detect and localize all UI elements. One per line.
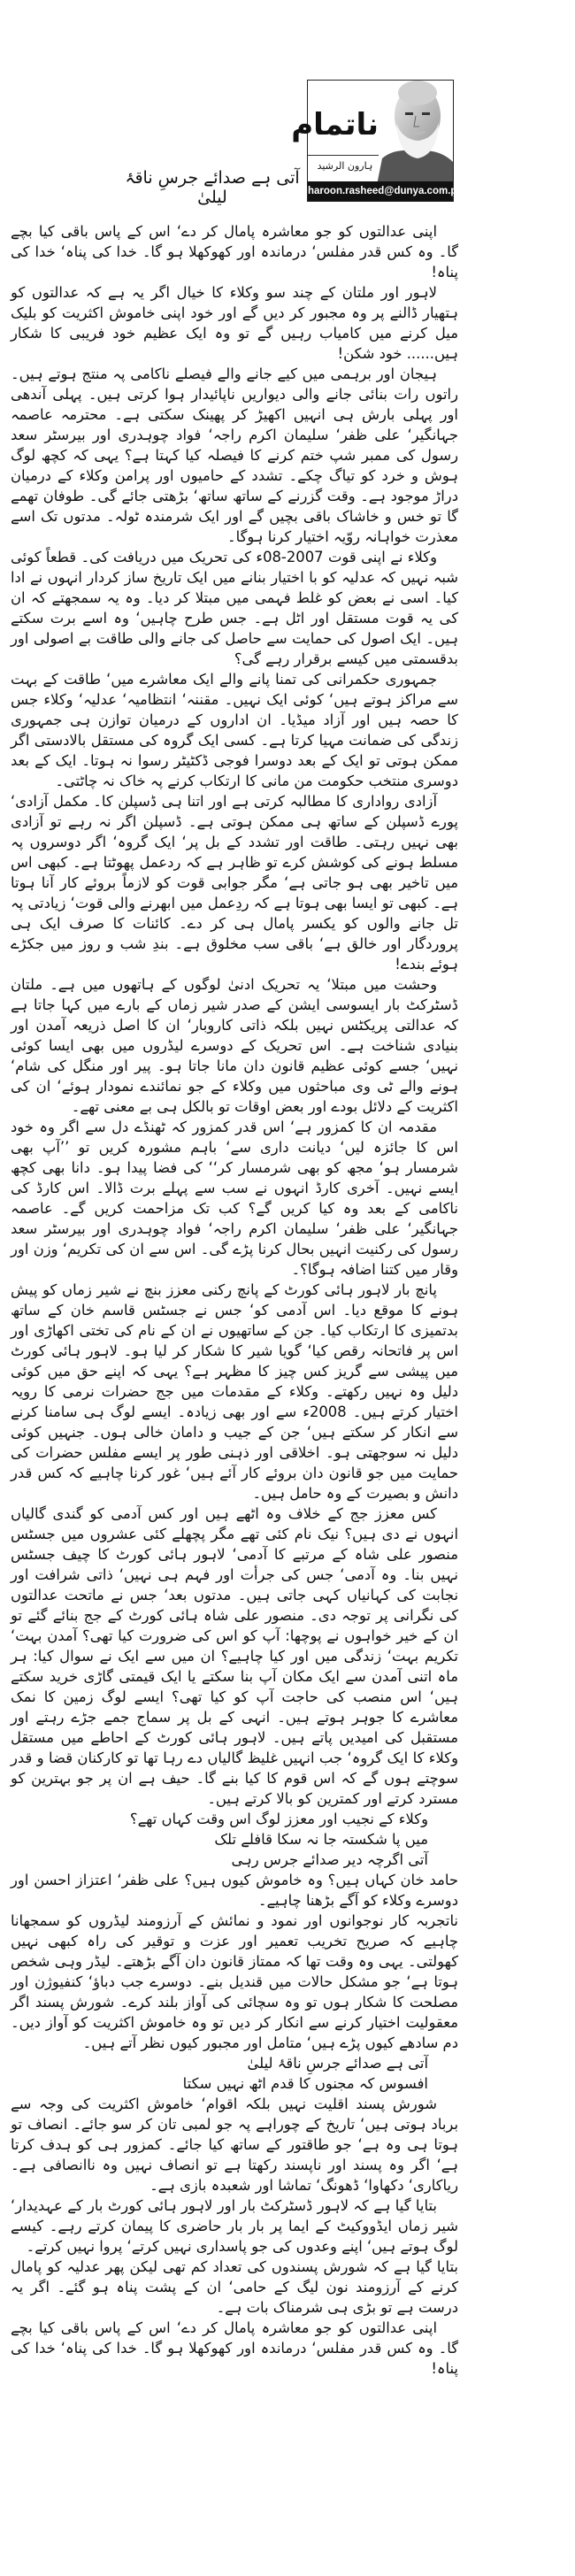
column-masthead (291, 80, 463, 202)
paragraph: حامد خان کہاں ہیں؟ وہ خاموش کیوں ہیں؟ علی ظفر‘ اعتزاز احسن اور دوسرے وکلاء کو آگے بڑھنا چاہیے۔ (11, 1872, 458, 1909)
paragraph: کس معزز جج کے خلاف وہ اٹھے ہیں اور کس آدمی کو گندی گالیاں انہوں نے دی ہیں؟ نیک نام کئی تھے مگر پچھلے کئی عشروں میں جسٹس منصور علی شاہ کے مرتبے کا آدمی‘ لاہور ہائی کورٹ کا چیف جسٹس نہیں بنا۔ وہ آدمی‘ جس کی جرأت اور فہم ہی نہیں‘ ذاتی شرافت اور نجابت کی کہانیاں کہی جاتی ہیں۔ مدتوں بعد‘ جس نے ماتحت عدالتوں کی نگرانی پر توجہ دی۔ منصور علی شاہ ہائی کورٹ کے جج بنائے گئے تو ان کے خیر خواہوں نے پوچھا: آپ کو اس کی ضرورت کیا تھی؟ آمدن بہت‘ تکریم بہت‘ زندگی میں اور کیا چاہیے؟ ان میں سے ایک نے سوال کیا: ہر ماہ اتنی آمدن سے ایک مکان آپ بنا سکتے یا ایک قیمتی گاڑی خرید سکتے ہیں‘ اس منصب کی حاجت آپ کو کیا تھی؟ ایسے لوگ زمین کا نمک معاشرے کا جوہر ہوتے ہیں۔ انہی کے بل پر سماج جمے جڑے رہتے اور مستقبل کی امیدیں پاتے ہیں۔ لاہور ہائی کورٹ کے احاطے میں مستقل وکلاء کا ایک گروہ‘ جب انہیں غلیظ گالیاں دے رہا تھا تو کارکنان قضا و قدر سوچتے ہوں گے کہ اس قوم کا کیا بنے گا۔ حیف ہے ان پر جو بہترین کو مسترد کرتے اور کمترین کو بالا کرتے ہیں۔ (11, 1505, 458, 1807)
author-name: ہارون الرشید (317, 160, 373, 172)
paragraph: پانچ بار لاہور ہائی کورٹ کے پانچ رکنی معزز بنچ نے شیر زماں کو پیش ہونے کا موقع دیا۔ اس آدمی کو‘ جس نے جسٹس قاسم خان کے ساتھ بدتمیزی کا ارتکاب کیا۔ جن کے ساتھیوں نے ان کے نام کی تختی اکھاڑی اور اس پر فاتحانہ رقص کیا‘ گویا شیر کا شکار کر لیا ہو۔ لاہور ہائی کورٹ میں پیشی سے گریز کس چیز کا مظہر ہے؟ یہی کہ اپنے حق میں کوئی دلیل وہ نہیں رکھتے۔ وکلاء کے مقدمات میں جج حضرات نرمی کا رویہ اختیار کرتے ہیں۔ 2008ء سے اور بھی زیادہ۔ ایسے لوگ ہی سامنا کرنے سے انکار کر سکتے ہیں‘ جن کے جیب و دامان خالی ہوں۔ جنہیں کوئی دلیل نہ سوجھتی ہو۔ اخلاقی اور ذہنی طور پر ایسے مفلس حضرات کی حمایت میں جو قانون دان بروئے کار آئے ہیں‘ غور کرنا چاہیے کہ کس قدر دانش و بصیرت کے وہ حامل ہیں۔ (11, 1281, 458, 1502)
paragraph: بتایا گیا ہے کہ شورش پسندوں کی تعداد کم تھی لیکن پھر عدلیہ کو پامال کرنے کے آرزومند نون لیگ کے حامی‘ ان کے پشت پناہ ہو گئے۔ اگر یہ درست ہے تو بڑی ہی شرمناک بات ہے۔ (11, 2258, 458, 2316)
divider (308, 155, 379, 156)
paragraph: وحشت میں مبتلا‘ یہ تحریک ادنیٰ لوگوں کے ہاتھوں میں ہے۔ ملتان ڈسٹرکٹ بار ایسوسی ایشن کے صدر شیر زماں کے بارے میں کہا جاتا ہے کہ عدالتی پریکٹس نہیں بلکہ ذاتی کاروبار‘ ان کا اصل ذریعہ آمدن اور بنیادی شناخت ہے۔ اس تحریک کے دوسرے لیڈروں میں بھی ایسا کوئی نہیں‘ جسے کوئی عظیم قانون دان مانا جاتا ہو۔ پیر اور منگل کی شام‘ ہونے والے ٹی وی مباحثوں میں وکلاء کے جو نمائندے نمودار ہوئے‘ ان کی اکثریت کے دلائل بودے اور بعض اوقات تو بالکل ہی بے معنی تھے۔ (11, 976, 458, 1115)
paragraph: ہیجان اور برہمی میں کیے جانے والے فیصلے ناکامی پہ منتج ہوتے ہیں۔ راتوں رات بنائی جانے والی دیواریں ناپائیدار ہوا کرتی ہیں۔ پہلی آندھی اور پہلی بارش ہی انہیں اکھیڑ کر پھینک سکتی ہے۔ محترمہ عاصمہ جہانگیر‘ علی ظفر‘ سلیمان اکرم راجہ‘ فواد چوہدری اور بیرسٹر سعد رسول کی ممبر شپ ختم کرنے کا فیصلہ کیا کہتا ہے؟ یہی کہ کچھ لوگ ہوش و خرد کو تیاگ چکے۔ تشدد کے حامیوں اور پرامن وکلاء کے درمیان دراڑ موجود ہے۔ وقت گزرنے کے ساتھ ساتھ‘ بڑھتی جائے گی۔ طوفان تھمے گا تو خس و خاشاک باقی بچیں گے اور ایک شرمندہ ٹولہ۔ مدتوں تک اسے معذرت خواہانہ روّیہ اختیار کرنا ہوگا۔ (11, 365, 458, 545)
paragraph: شورش پسند اقلیت نہیں بلکہ اقوام‘ خاموش اکثریت کی وجہ سے برباد ہوتی ہیں‘ تاریخ کے چوراہے پہ جو لمبی تان کر سو جائے۔ انصاف تو ہوتا ہی وہ ہے‘ جو طاقتور کے ساتھ کیا جائے۔ کمزور ہی کو ہدف کرتا ہے‘ اگر وہ پسند اور ناپسند رکھتا ہے تو انصاف نہیں وہ ناانصافی ہے۔ ریاکاری‘ دکھاوا‘ ڈھونگ‘ تماشا اور شعبدہ بازی ہے۔ (11, 2095, 458, 2194)
paragraph: اپنی عدالتوں کو جو معاشرہ پامال کر دے‘ اس کے پاس باقی کیا بچے گا۔ وہ کس قدر مفلس‘ درماندہ اور کھوکھلا ہو گا۔ خدا کی پناہ‘ خدا کی پناہ! (11, 223, 458, 281)
verse-line: آتی ہے صدائے جرسِ ناقۂ لیلیٰ (247, 2055, 428, 2072)
verse-line: وکلاء کے نجیب اور معزز لوگ اس وقت کہاں تھے؟ (129, 1811, 428, 1827)
paragraph: بتایا گیا ہے کہ لاہور ڈسٹرکٹ بار اور لاہور ہائی کورٹ بار کے عہدیدار‘ شیر زماں ایڈووکیٹ کے ایما پر بار بار حاضری کا پیمان کرتے رہے۔ کیسے لوگ ہوتے ہیں‘ اپنے وعدوں کی جو پاسداری نہیں کرتے‘ پروا نہیں کرتے۔ (11, 2197, 458, 2255)
paragraph: لاہور اور ملتان کے چند سو وکلاء کا خیال اگر یہ ہے کہ عدالتوں کو ہتھیار ڈالنے پر وہ مجبور کر دیں گے اور خود اپنی خاموش اکثریت کو بلیک میل کرنے میں کامیاب رہیں گے تو وہ ایک عظیم خود فریبی کا شکار ہیں...... خود شکن! (11, 284, 458, 362)
paragraph: وکلاء نے اپنی قوت 2007-08ء کی تحریک میں دریافت کی۔ قطعاً کوئی شبہ نہیں کہ عدلیہ کو با اختیار بنانے میں ایک تاریخ ساز کردار انہوں نے ادا کیا۔ اسی نے بعض کو غلط فہمی میں مبتلا کر دیا۔ وہ یہ سمجھتے کہ ان کی یہ قوت مستقل اور اٹل ہے۔ جس طرح چاہیں‘ وہ اسے برت سکتے ہیں۔ ایک اصول کی حمایت سے حاصل کی جانے والی طاقت بے اصولی اور بدقسمتی میں کیسے برقرار رہے گی؟ (11, 549, 458, 667)
paragraph: جمہوری حکمرانی کی تمنا پانے والے ایک معاشرے میں‘ طاقت کے بہت سے مراکز ہوتے ہیں‘ کوئی ایک نہیں۔ مقننہ‘ انتظامیہ‘ عدلیہ‘ وکلاء جس کا حصہ ہیں اور آزاد میڈیا۔ ان اداروں کے درمیان توازن ہی جمہوری زندگی کی ضمانت مہیا کرتا ہے۔ کسی ایک گروہ کی مستقل بالادستی اگر ممکن ہوتی تو ایک کے بعد دوسرا فوجی ڈکٹیٹر رسوا نہ ہوتا۔ ایک کے بعد دوسری منتخب حکومت من مانی کا ارتکاب کرنے پہ خاک نہ چاٹتی۔ (11, 671, 458, 789)
verse-line: میں پا شکستہ جا نہ سکا قافلے تلک (214, 1831, 428, 1848)
column-name: ناتمام (291, 107, 379, 142)
verse-line: آتی اگرچہ دیر صدائے جرس رہی (231, 1851, 428, 1868)
author-portrait-icon (377, 70, 453, 185)
paragraph: مقدمہ ان کا کمزور ہے‘ اس قدر کمزور کہ ٹھنڈے دل سے اگر وہ خود اس کا جائزہ لیں‘ دیانت داری سے‘ باہم مشورہ کریں تو ’’آپ بھی شرمسار ہو‘ مجھ کو بھی شرمسار کر‘‘ کی فضا پیدا ہو۔ دانا بھی کچھ ایسے نہیں۔ آخری کارڈ انہوں نے سب سے پہلے برت ڈالا۔ اس کارڈ کی ناکامی کے بعد وہ کیا کریں گے؟ کب تک مزاحمت کریں گے۔ عاصمہ جہانگیر‘ علی ظفر‘ سلیمان اکرم راجہ‘ فواد چوہدری اور بیرسٹر سعد رسول کی رکنیت انہیں بحال کرنا پڑے گی۔ اس سے ان کی تکریم‘ وزن اور وقار میں کتنا اضافہ ہوگا؟۔ (11, 1119, 458, 1278)
paragraph: ناتجربہ کار نوجوانوں اور نمود و نمائش کے آرزومند لیڈروں کو سمجھانا چاہیے کہ صریح تخریب تعمیر اور عزت و توقیر کی راہ کبھی نہیں کھولتی۔ یہی وہ وقت تھا کہ ممتاز قانون دان آگے بڑھتے۔ لیڈر وہی شخص ہوتا ہے‘ جو مشکل حالات میں قندیل بنے۔ دوسرے جب دباؤ‘ کنفیوژن اور مصلحت کا شکار ہوں تو وہ سچائی کی آواز بلند کرے۔ شورش پسند اگر معقولیت اختیار کرنے سے انکار کر دیں تو وہ خاموش اکثریت کو آواز دیں۔ دم سادھے کیوں پڑے ہیں‘ متامل اور مجبور کیوں نظر آتے ہیں۔ (11, 1912, 458, 2051)
verse-line: افسوس کہ مجنوں کا قدم اٹھ نہیں سکتا (182, 2075, 428, 2092)
paragraph: آزادی رواداری کا مطالبہ کرتی ہے اور اتنا ہی ڈسپلن کا۔ مکمل آزادی‘ پورے ڈسپلن کے ساتھ ہی ممکن ہوتی ہے۔ ڈسپلن اگر نہ رہے تو آزادی بھی نہیں رہتی۔ طاقت اور تشدد کے بل پر‘ ایک گروہ‘ اگر دوسروں پہ مسلط ہونے کی کوشش کرے تو ظاہر ہے کہ ردعمل پھوٹتا ہے۔ کبھی اس میں تاخیر بھی ہو جاتی ہے‘ مگر جوابی قوت کو لازماً بروئے کار آنا ہوتا ہے۔ کبھی تو ایسا بھی ہوتا ہے کہ ردِعمل میں ابھرنے والی قوت‘ زیادتی پہ تل جانے والوں کو یکسر پامال ہی کر دے۔ کائنات کا صرف ایک ہی پروردگار اور خالق ہے‘ باقی سب مخلوق ہے۔ بندِ شب و روز میں جکڑے ہوئے بندے! (11, 793, 458, 973)
article-body (11, 221, 458, 2379)
paragraph: اپنی عدالتوں کو جو معاشرہ پامال کر دے‘ اس کے پاس باقی کیا بچے گا۔ وہ کس قدر مفلس‘ درماندہ اور کھوکھلا ہو گا۔ خدا کی پناہ‘ خدا کی پناہ! (11, 2319, 458, 2377)
article-title: آتی ہے صدائے جرسِ ناقۂ لیلیٰ (125, 168, 300, 207)
author-email: haroon.rasheed@dunya.com.pk (308, 181, 453, 201)
